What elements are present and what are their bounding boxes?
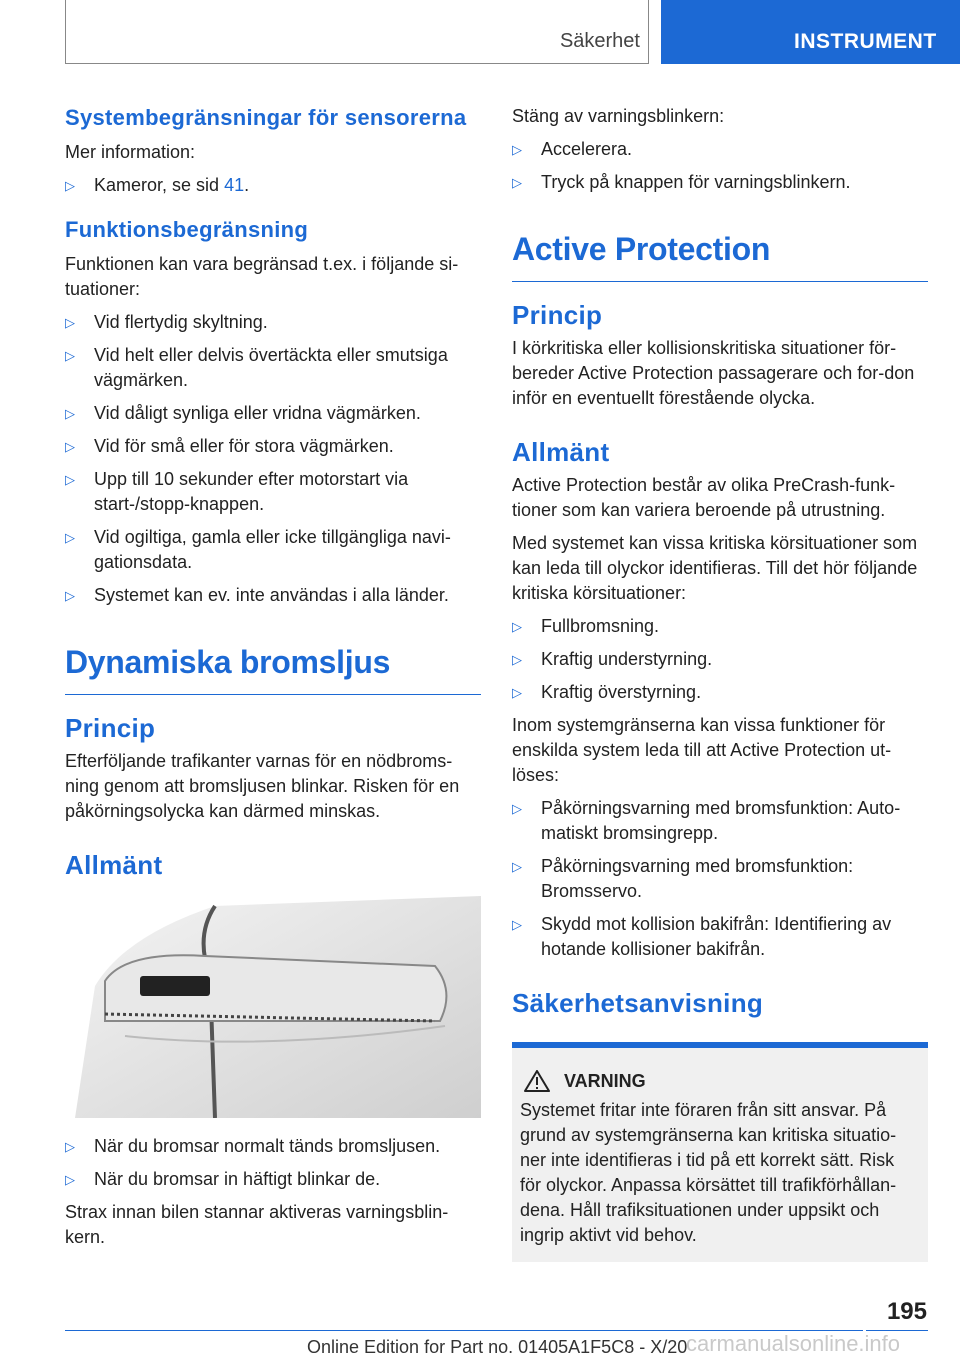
hazard-off-text: Stäng av varningsblinkern: bbox=[512, 106, 725, 126]
list-item: ▷ Systemet kan ev. inte användas i alla länder. bbox=[65, 583, 481, 608]
heading-sensor-limits: Systembegränsningar för sensorerna bbox=[65, 105, 467, 130]
list-item bbox=[65, 173, 481, 198]
strax-text: Strax innan bilen stannar aktiveras varningsblin-kern. bbox=[65, 1202, 449, 1247]
watermark: carmanualsonline.info bbox=[686, 1331, 901, 1356]
page-number: 195 bbox=[886, 1298, 927, 1325]
triangle-right-icon: ▷ bbox=[65, 348, 75, 363]
left-column bbox=[65, 104, 481, 1258]
heading-active-protection: Active Protection bbox=[512, 231, 928, 282]
hazard-off-list bbox=[512, 137, 928, 195]
heading-safety-note: Säkerhetsanvisning bbox=[512, 988, 764, 1018]
triangle-right-icon: ▷ bbox=[65, 406, 75, 421]
heading-allmant-right: Allmänt bbox=[512, 437, 610, 467]
list-item: ▷ När du bromsar in häftigt blinkar de. bbox=[65, 1167, 481, 1192]
header-section-title: Säkerhet bbox=[559, 30, 640, 52]
triangle-right-icon: ▷ bbox=[65, 439, 75, 454]
triangle-right-icon: ▷ bbox=[512, 175, 522, 190]
triangle-right-icon: ▷ bbox=[65, 1172, 75, 1187]
trigger-list bbox=[512, 796, 928, 962]
list-item: ▷ Vid dåligt synliga eller vridna vägmärken. bbox=[65, 401, 481, 426]
heading-function-limits: Funktionsbegränsning bbox=[65, 217, 309, 242]
list-item: ▷ Vid helt eller delvis övertäckta eller smutsiga vägmärken. bbox=[65, 345, 448, 390]
page-link[interactable]: 41 bbox=[224, 175, 245, 195]
function-limit-list bbox=[65, 310, 481, 608]
list-item: ▷ Fullbromsning. bbox=[512, 614, 928, 639]
triangle-right-icon: ▷ bbox=[512, 685, 522, 700]
list-item: ▷ Vid ogiltiga, gamla eller icke tillgängliga navi-gationsdata. bbox=[65, 527, 451, 572]
triangle-right-icon: ▷ bbox=[512, 619, 522, 634]
warning-title: VARNING bbox=[564, 1070, 646, 1091]
princip-text-right: I körkritiska eller kollisionskritiska situationer för-bereder Active Protection passagerare och for-don inför en eventuellt förestående olycka. bbox=[512, 338, 915, 408]
tail-light-illustration bbox=[65, 896, 481, 1118]
list-item: ▷ Påkörningsvarning med bromsfunktion: Auto-matiskt bromsingrepp. bbox=[512, 798, 901, 843]
header-tab-instrument[interactable]: INSTRUMENT bbox=[661, 0, 960, 64]
triangle-right-icon: ▷ bbox=[512, 652, 522, 667]
allmant-text-2: Med systemet kan vissa kritiska körsituationer som kan leda till olyckor identifieras. Till det hör följande kritiska körsituationer: bbox=[512, 533, 918, 603]
situation-list bbox=[512, 614, 928, 705]
list-item: ▷ Vid flertydig skyltning. bbox=[65, 310, 481, 335]
footer-edition: Online Edition for Part no. 01405A1F5C8 - X/20 bbox=[307, 1337, 688, 1357]
triangle-right-icon: ▷ bbox=[512, 917, 522, 932]
list-item: ▷ Påkörningsvarning med bromsfunktion: Bromsservo. bbox=[512, 856, 854, 901]
list-item: ▷ Upp till 10 sekunder efter motorstart via start-/stopp-knappen. bbox=[65, 469, 409, 514]
warning-header bbox=[520, 1070, 920, 1092]
triangle-right-icon: ▷ bbox=[65, 472, 75, 487]
list-item: ▷ Skydd mot kollision bakifrån: Identifiering av hotande kollisioner bakifrån. bbox=[512, 914, 892, 959]
heading-dynamic-brake-lights: Dynamiska bromsljus bbox=[65, 644, 481, 695]
triangle-right-icon: ▷ bbox=[65, 315, 75, 330]
function-intro: Funktionen kan vara begränsad t.ex. i följande si-tuationer: bbox=[65, 254, 459, 299]
list-item: ▷ När du bromsar normalt tänds bromsljusen. bbox=[65, 1134, 481, 1159]
warning-triangle-icon bbox=[524, 1070, 550, 1092]
triangle-right-icon: ▷ bbox=[65, 178, 75, 193]
right-column bbox=[512, 104, 928, 1262]
heading-allmant: Allmänt bbox=[65, 850, 163, 880]
heading-princip-right: Princip bbox=[512, 300, 603, 330]
princip-text: Efterföljande trafikanter varnas för en nödbroms-ning genom att bromsljusen blinkar. Risken för en påkörningsolycka kan därmed minskas. bbox=[65, 751, 460, 821]
list-item: ▷ Kraftig understyrning. bbox=[512, 647, 928, 672]
triangle-right-icon: ▷ bbox=[65, 530, 75, 545]
warning-text: Systemet fritar inte föraren från sitt ansvar. På grund av systemgränserna kan kritiska situatio-ner inte identifieras i tid på ett korrekt sätt. Risk för olyckor. Anpassa körsättet till trafikförhållan-dena. Håll trafiksituationen under uppsikt och ingrip aktivt vid behov. bbox=[520, 1100, 897, 1245]
list-item: ▷ Vid för små eller för stora vägmärken. bbox=[65, 434, 481, 459]
triangle-right-icon: ▷ bbox=[512, 142, 522, 157]
cameras-text: Kameror, se sid bbox=[94, 175, 225, 195]
warning-box bbox=[512, 1042, 928, 1262]
triangle-right-icon: ▷ bbox=[65, 588, 75, 603]
cameras-end: . bbox=[244, 175, 250, 195]
list-item: ▷ Kraftig överstyrning. bbox=[512, 680, 928, 705]
more-info-list bbox=[65, 173, 481, 198]
list-item: ▷ Tryck på knappen för varningsblinkern. bbox=[512, 170, 928, 195]
heading-princip: Princip bbox=[65, 713, 156, 743]
triangle-right-icon: ▷ bbox=[65, 1139, 75, 1154]
inom-text: Inom systemgränserna kan vissa funktioner för enskilda system leda till att Active Protection ut-löses: bbox=[512, 715, 892, 785]
more-info-text: Mer information: bbox=[65, 142, 196, 162]
triangle-right-icon: ▷ bbox=[512, 859, 522, 874]
list-item: ▷ Accelerera. bbox=[512, 137, 928, 162]
brake-light-list bbox=[65, 1134, 481, 1192]
allmant-text-1: Active Protection består av olika PreCrash-funk-tioner som kan variera beroende på utrustning. bbox=[512, 475, 896, 520]
triangle-right-icon: ▷ bbox=[512, 801, 522, 816]
